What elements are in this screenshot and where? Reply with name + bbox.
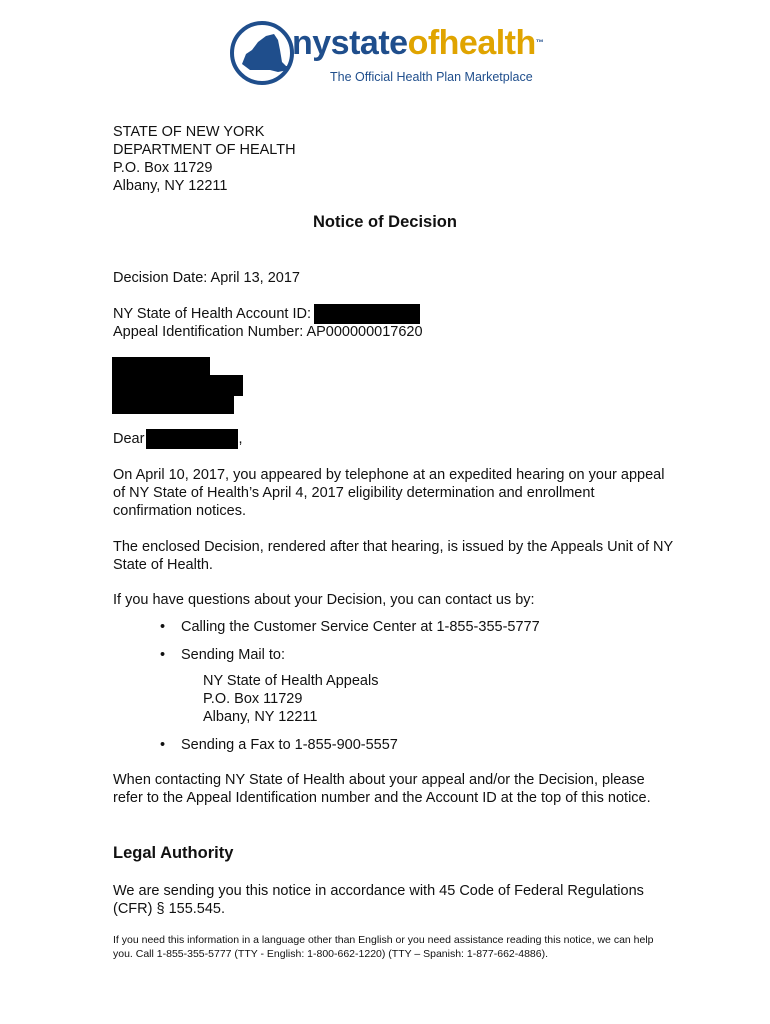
- salutation-comma: ,: [238, 431, 243, 447]
- bullet: •: [160, 647, 166, 663]
- contact-fax: Sending a Fax to 1-855-900-5557: [181, 737, 398, 753]
- salutation-word: Dear: [113, 431, 145, 447]
- mail-address-line: NY State of Health Appeals: [203, 673, 379, 689]
- paragraph-decision: The enclosed Decision, rendered after that hearing, is issued by the Appeals Unit of NY State of Health.: [113, 539, 673, 573]
- bullet: •: [160, 619, 166, 635]
- language-assistance-footer: If you need this information in a language other than English or you need assistance reading this notice, we can help you. Call 1-855-355-5777 (TTY - English: 1-800-662-1220) (TTY – Spanish: 1-877-662-4886).: [113, 934, 654, 960]
- redaction-block: [112, 394, 234, 414]
- mail-address-line: Albany, NY 12211: [203, 709, 318, 725]
- contact-mail: Sending Mail to:: [181, 647, 285, 663]
- address-line: STATE OF NEW YORK: [113, 124, 265, 140]
- logo-wordmark-ofhealth: ofhealth: [407, 24, 536, 62]
- account-id-line: [113, 305, 420, 324]
- paragraph-hearing: On April 10, 2017, you appeared by telephone at an expedited hearing on your appeal of NY State of Health’s April 4, 2017 eligibility determination and enrollment confirmation notices.: [113, 467, 665, 519]
- legal-authority-text: We are sending you this notice in accordance with 45 Code of Federal Regulations (CFR) § 155.545.: [113, 883, 644, 917]
- redacted-account-id: [314, 304, 420, 324]
- contact-call: Calling the Customer Service Center at 1-855-355-5777: [181, 619, 540, 635]
- redaction-block: [112, 357, 210, 377]
- appeal-id: Appeal Identification Number: AP000000017620: [113, 324, 423, 340]
- nystateofhealth-logo: [230, 18, 550, 90]
- new-york-state-map-icon: [230, 20, 294, 86]
- address-line: DEPARTMENT OF HEALTH: [113, 142, 296, 158]
- redacted-recipient-name: [146, 429, 238, 449]
- account-id-label: NY State of Health Account ID:: [113, 306, 312, 322]
- legal-authority-heading: Legal Authority: [113, 844, 234, 862]
- logo-wordmark: [292, 26, 543, 60]
- address-line: Albany, NY 12211: [113, 178, 228, 194]
- notice-title: Notice of Decision: [313, 213, 457, 231]
- logo-tagline: The Official Health Plan Marketplace: [330, 70, 533, 84]
- paragraph-questions: If you have questions about your Decision, you can contact us by:: [113, 592, 535, 608]
- redaction-block: [112, 375, 243, 396]
- salutation: [113, 430, 242, 449]
- decision-date: Decision Date: April 13, 2017: [113, 270, 300, 286]
- logo-wordmark-ny: nystate: [292, 24, 408, 62]
- mail-address-line: P.O. Box 11729: [203, 691, 303, 707]
- return-address: [113, 123, 296, 195]
- address-line: P.O. Box 11729: [113, 160, 213, 176]
- logo-trademark: ™: [535, 38, 544, 47]
- mail-address: [203, 672, 378, 726]
- paragraph-reference: When contacting NY State of Health about your appeal and/or the Decision, please refer to the Appeal Identification number and the Account ID at the top of this notice.: [113, 772, 651, 806]
- bullet: •: [160, 737, 166, 753]
